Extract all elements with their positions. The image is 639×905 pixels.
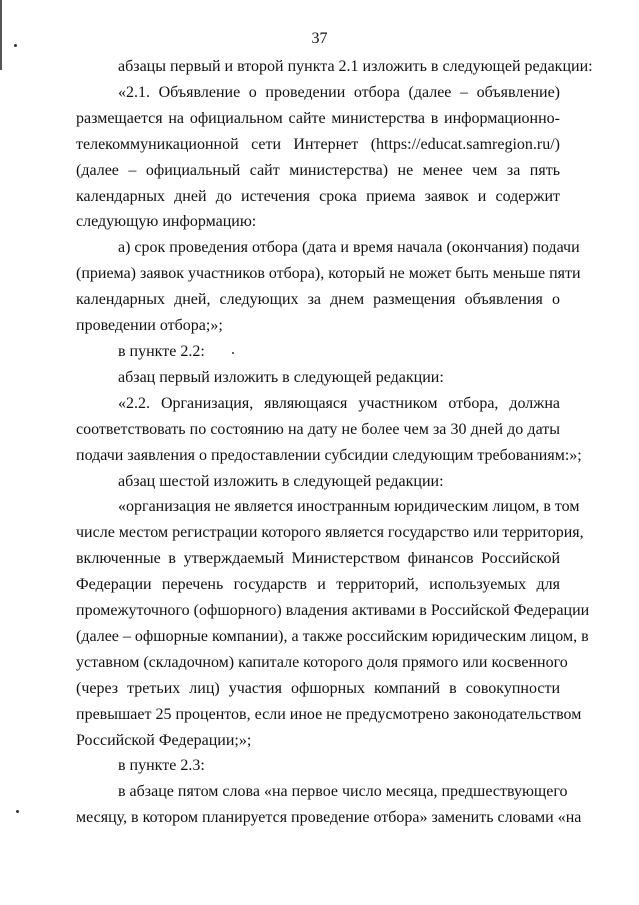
text-line: абзацы первый и второй пункта 2.1 изложить в следующей редакции: <box>118 58 593 75</box>
text-line: календарных дней до истечения срока приема заявок и содержит <box>76 187 560 205</box>
text-line: месяцу, в котором планируется проведение отбора» заменить словами «на <box>76 809 582 827</box>
text-line: телекоммуникационной сети Интернет (https://educat.samregion.ru/) <box>76 135 560 153</box>
text-line: (приема) заявок участников отбора), который не может быть меньше пяти <box>76 265 581 283</box>
text-line: календарных дней, следующих за днем размещения объявления о <box>76 291 560 309</box>
text-line: размещается на официальном сайте министерства в информационно- <box>76 109 560 127</box>
text-line: Федерации перечень государств и территорий, используемых для <box>76 576 560 594</box>
text-line: Российской Федерации;»; <box>76 731 252 749</box>
text-line: включенные в утверждаемый Министерством финансов Российской <box>76 550 560 568</box>
scan-speck <box>16 810 19 813</box>
text-line: (через третьих лиц) участия офшорных компаний в совокупности <box>76 679 560 697</box>
text-line: в пункте 2.2: <box>118 342 205 360</box>
document-body <box>76 54 593 831</box>
text-line: числе местом регистрации которого является государство или территория, <box>76 524 584 542</box>
text-line: абзац первый изложить в следующей редакции: <box>118 368 444 386</box>
text-line: проведении отбора;»; <box>76 317 223 335</box>
text-line: уставном (складочном) капитале которого доля прямого или косвенного <box>76 653 568 671</box>
text-line: промежуточного (офшорного) владения активами в Российской Федерации <box>76 602 590 620</box>
text-line: (далее – официальный сайт министерства) не менее чем за пять <box>76 161 560 179</box>
text-line: подачи заявления о предоставлении субсидии следующим требованиям:»; <box>76 446 582 464</box>
text-line: в абзаце пятом слова «на первое число месяца, предшествующего <box>118 783 568 801</box>
text-line: «организация не является иностранным юридическим лицом, в том <box>118 498 580 516</box>
text-line: в пункте 2.3: <box>118 757 205 775</box>
page-number: 37 <box>311 30 328 47</box>
text-line: «2.1. Объявление о проведении отбора (далее – объявление) <box>118 83 560 101</box>
text-line: абзац шестой изложить в следующей редакции: <box>118 472 444 490</box>
text-line: (далее – офшорные компании), а также российским юридическим лицом, в <box>76 627 589 645</box>
text-line: соответствовать по состоянию на дату не более чем за 30 дней до даты <box>76 420 560 438</box>
text-line: следующую информацию: <box>76 213 257 231</box>
text-line: а) срок проведения отбора (дата и время начала (окончания) подачи <box>118 239 580 257</box>
text-line: «2.2. Организация, являющаяся участником отбора, должна <box>118 394 560 412</box>
text-line: превышает 25 процентов, если иное не предусмотрено законодательством <box>76 705 582 723</box>
